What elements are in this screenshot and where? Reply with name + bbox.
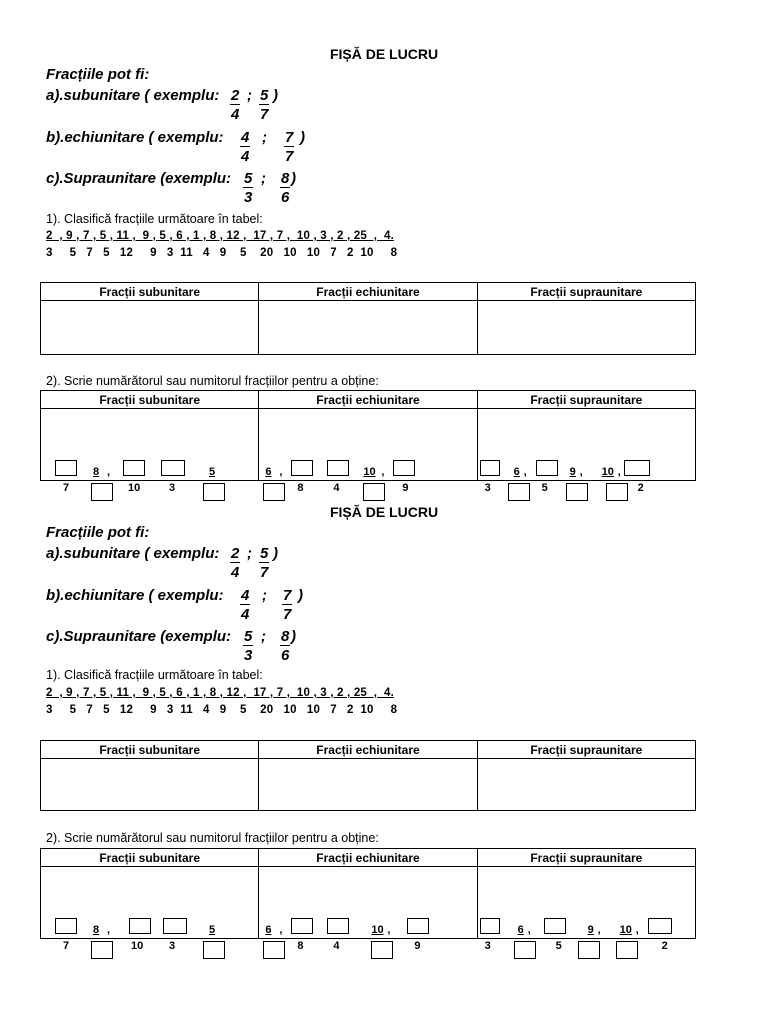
fill-table (40, 848, 696, 952)
denominator: 3 (484, 939, 491, 952)
separator: ; (261, 628, 266, 645)
answer-box[interactable] (55, 918, 77, 934)
answer-box[interactable] (544, 918, 566, 934)
numerator: 10 (363, 465, 376, 478)
example-fraction: $\frac{4}{4}$ (241, 587, 250, 623)
example-fraction: $\frac{5}{3}$ (244, 628, 253, 664)
worksheet-title: FIȘĂ DE LUCRU (329, 46, 439, 62)
comma: , (387, 923, 391, 936)
answer-box[interactable] (480, 918, 500, 934)
header-echiunitare: Fracții echiunitare (259, 741, 477, 759)
denominator: 3 (484, 481, 491, 494)
example-fraction: $\frac{7}{7}$ (285, 129, 294, 165)
header-subunitare: Fracții subunitare (41, 283, 259, 301)
header-echiunitare: Fracții echiunitare (259, 849, 477, 867)
example-fraction: $\frac{5}{3}$ (244, 170, 253, 206)
header-echiunitare: Fracții echiunitare (259, 391, 477, 409)
comma: , (523, 465, 527, 478)
intro-text: Fracțiile pot fi: (46, 524, 150, 541)
separator: ; (262, 129, 267, 146)
numerator: 10 (371, 923, 384, 936)
denominator: 3 (169, 939, 176, 952)
numerator: 10 (619, 923, 632, 936)
denominator: 10 (131, 939, 144, 952)
example-fraction: $\frac{4}{4}$ (241, 129, 250, 165)
type-a-label: a).subunitare ( exemplu: (46, 87, 220, 104)
numerator: 5 (209, 923, 216, 936)
example-fraction: $\frac{8}{6}$ (281, 170, 290, 206)
numerator: 8 (93, 923, 100, 936)
numerator: 8 (93, 465, 100, 478)
example-fraction: $\frac{2}{4}$ (231, 545, 240, 581)
header-echiunitare: Fracții echiunitare (259, 283, 477, 301)
close-paren: ) (291, 628, 296, 645)
task-1: 1). Clasifică fracțiile următoare în tabel: (46, 668, 263, 682)
worksheet-2 (0, 458, 768, 958)
example-fraction: $\frac{5}{7}$ (260, 87, 269, 123)
comma: , (527, 923, 531, 936)
header-subunitare: Fracții subunitare (41, 741, 259, 759)
example-fraction: $\frac{7}{7}$ (283, 587, 292, 623)
comma: , (279, 923, 283, 936)
numerator: 9 (569, 465, 576, 478)
close-paren: ) (300, 129, 305, 146)
answer-box[interactable] (371, 941, 393, 959)
answer-box[interactable] (407, 918, 429, 934)
task-1: 1). Clasifică fracțiile următoare în tabel: (46, 212, 263, 226)
denominator: 4 (333, 481, 340, 494)
comma: , (635, 923, 639, 936)
example-fraction: $\frac{5}{7}$ (260, 545, 269, 581)
task-2: 2). Scrie numărătorul sau numitorul fracțiilor pentru a obține: (46, 374, 379, 388)
worksheet-1 (0, 0, 768, 500)
numerator: 6 (517, 923, 524, 936)
cell-supraunitare[interactable] (477, 301, 695, 355)
answer-box[interactable] (91, 941, 113, 959)
intro-text: Fracțiile pot fi: (46, 66, 150, 83)
worksheet-title: FIȘĂ DE LUCRU (329, 504, 439, 520)
cell-echiunitare[interactable] (259, 759, 477, 811)
header-subunitare: Fracții subunitare (41, 849, 259, 867)
comma: , (579, 465, 583, 478)
comma: , (107, 923, 111, 936)
type-b-label: b).echiunitare ( exemplu: (46, 587, 224, 604)
numerator: 6 (265, 923, 272, 936)
type-b-label: b).echiunitare ( exemplu: (46, 129, 224, 146)
close-paren: ) (273, 87, 278, 104)
fraction-denominators: 3 5 7 5 12 9 3 11 4 9 5 20 10 10 7 2 10 8 (46, 247, 398, 259)
type-c-label: c).Supraunitare (exemplu: (46, 170, 232, 187)
cell-echiunitare[interactable] (259, 301, 477, 355)
denominator: 7 (63, 481, 70, 494)
denominator: 5 (555, 939, 562, 952)
cell-subunitare[interactable] (41, 759, 259, 811)
denominator: 9 (414, 939, 421, 952)
denominator: 5 (541, 481, 548, 494)
denominator: 7 (63, 939, 70, 952)
answer-box[interactable] (514, 941, 536, 959)
answer-box[interactable] (291, 918, 313, 934)
fraction-denominators: 3 5 7 5 12 9 3 11 4 9 5 20 10 10 7 2 10 8 (46, 704, 398, 716)
separator: ; (247, 545, 252, 562)
denominator: 8 (297, 939, 304, 952)
fill-cell-subunitare (41, 867, 259, 952)
fill-cell-supraunitare (477, 867, 695, 952)
classification-table (40, 740, 696, 811)
separator: ; (247, 87, 252, 104)
type-a-label: a).subunitare ( exemplu: (46, 545, 220, 562)
numerator: 10 (601, 465, 614, 478)
answer-box[interactable] (263, 941, 285, 959)
answer-box[interactable] (327, 918, 349, 934)
answer-box[interactable] (578, 941, 600, 959)
numerator: 6 (265, 465, 272, 478)
close-paren: ) (298, 587, 303, 604)
close-paren: ) (291, 170, 296, 187)
denominator: 9 (402, 481, 409, 494)
fraction-numerators: 2 , 9 , 7 , 5 , 11 , 9 , 5 , 6 , 1 , 8 , 12 , 17 , 7 , 10 , 3 , 2 , 25 , 4. (46, 687, 394, 699)
separator: ; (261, 170, 266, 187)
task-2: 2). Scrie numărătorul sau numitorul fracțiilor pentru a obține: (46, 831, 379, 845)
denominator: 8 (297, 481, 304, 494)
denominator: 10 (128, 481, 141, 494)
header-supraunitare: Fracții supraunitare (477, 741, 695, 759)
answer-box[interactable] (616, 941, 638, 959)
cell-supraunitare[interactable] (477, 759, 695, 811)
answer-box[interactable] (163, 918, 187, 934)
numerator: 5 (209, 465, 216, 478)
fraction-numerators: 2 , 9 , 7 , 5 , 11 , 9 , 5 , 6 , 1 , 8 , 12 , 17 , 7 , 10 , 3 , 2 , 25 , 4. (46, 230, 394, 242)
example-fraction: $\frac{2}{4}$ (231, 87, 240, 123)
close-paren: ) (273, 545, 278, 562)
example-fraction: $\frac{8}{6}$ (281, 628, 290, 664)
denominator: 2 (637, 481, 644, 494)
denominator: 4 (333, 939, 340, 952)
header-supraunitare: Fracții supraunitare (477, 391, 695, 409)
comma: , (107, 465, 111, 478)
comma: , (617, 465, 621, 478)
fill-cell-echiunitare (259, 867, 477, 952)
denominator: 3 (169, 481, 176, 494)
answer-box[interactable] (129, 918, 151, 934)
cell-subunitare[interactable] (41, 301, 259, 355)
numerator: 9 (587, 923, 594, 936)
denominator: 2 (661, 939, 668, 952)
header-supraunitare: Fracții supraunitare (477, 849, 695, 867)
answer-box[interactable] (203, 941, 225, 959)
comma: , (597, 923, 601, 936)
separator: ; (262, 587, 267, 604)
numerator: 6 (513, 465, 520, 478)
header-supraunitare: Fracții supraunitare (477, 283, 695, 301)
header-subunitare: Fracții subunitare (41, 391, 259, 409)
comma: , (279, 465, 283, 478)
classification-table (40, 282, 696, 355)
answer-box[interactable] (648, 918, 672, 934)
comma: , (381, 465, 385, 478)
type-c-label: c).Supraunitare (exemplu: (46, 628, 232, 645)
